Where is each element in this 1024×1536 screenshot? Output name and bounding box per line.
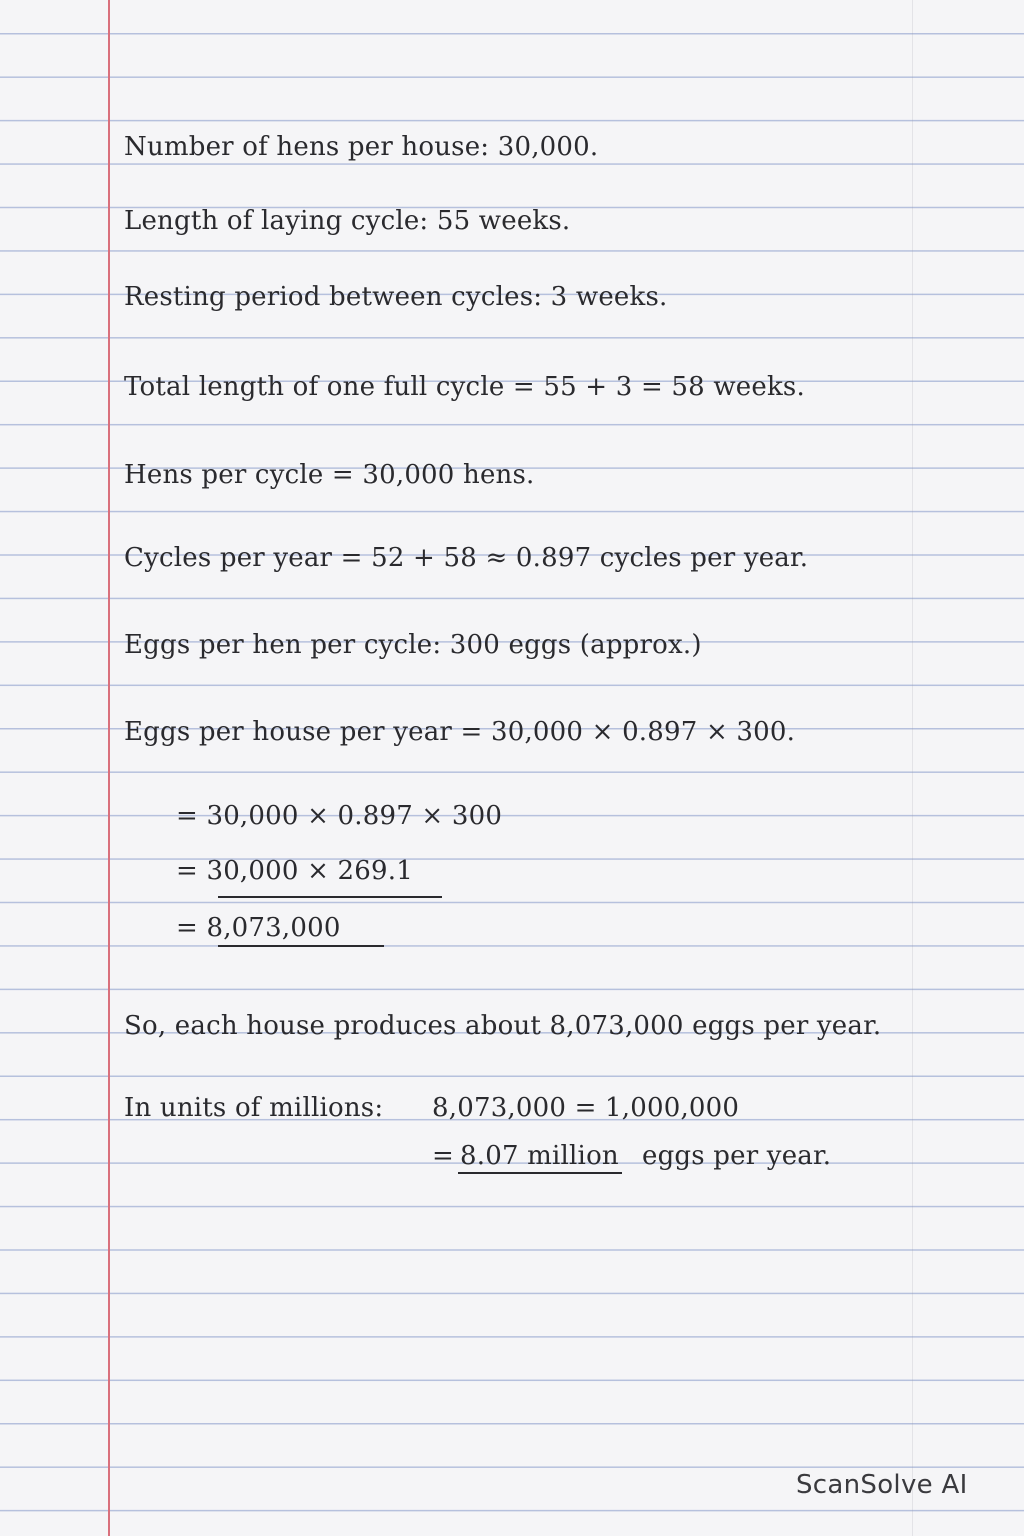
laying-cycle-line: Length of laying cycle: 55 weeks. xyxy=(124,206,571,236)
step-2-underline xyxy=(218,896,442,898)
work-step-2: = 30,000 × 269.1 xyxy=(176,856,413,886)
full-cycle-line: Total length of one full cycle = 55 + 3 = 58 weeks. xyxy=(124,372,805,402)
hens-per-cycle-line: Hens per cycle = 30,000 hens. xyxy=(124,460,535,490)
millions-result-tail: eggs per year. xyxy=(642,1141,832,1171)
work-step-3: = 8,073,000 xyxy=(176,913,341,943)
work-step-1: = 30,000 × 0.897 × 300 xyxy=(176,801,503,831)
millions-result-underline xyxy=(458,1172,622,1174)
cycles-per-year-line: Cycles per year = 52 + 58 ≈ 0.897 cycles per year. xyxy=(124,543,809,573)
result-underline xyxy=(218,945,384,947)
summary-line: So, each house produces about 8,073,000 eggs per year. xyxy=(124,1011,882,1041)
page-fold xyxy=(912,0,913,1536)
margin-line xyxy=(108,0,110,1536)
eggs-per-house-line: Eggs per house per year = 30,000 × 0.897 × 300. xyxy=(124,717,796,747)
millions-result-value: 8.07 million xyxy=(460,1141,619,1171)
hens-per-house-line: Number of hens per house: 30,000. xyxy=(124,132,599,162)
eggs-per-hen-line: Eggs per hen per cycle: 300 eggs (approx.) xyxy=(124,630,702,660)
resting-period-line: Resting period between cycles: 3 weeks. xyxy=(124,282,668,312)
millions-label: In units of millions: xyxy=(124,1093,384,1123)
millions-result-equals: = xyxy=(432,1141,454,1171)
brand-watermark: ScanSolve AI xyxy=(796,1470,968,1500)
millions-expression: 8,073,000 = 1,000,000 xyxy=(432,1093,740,1123)
